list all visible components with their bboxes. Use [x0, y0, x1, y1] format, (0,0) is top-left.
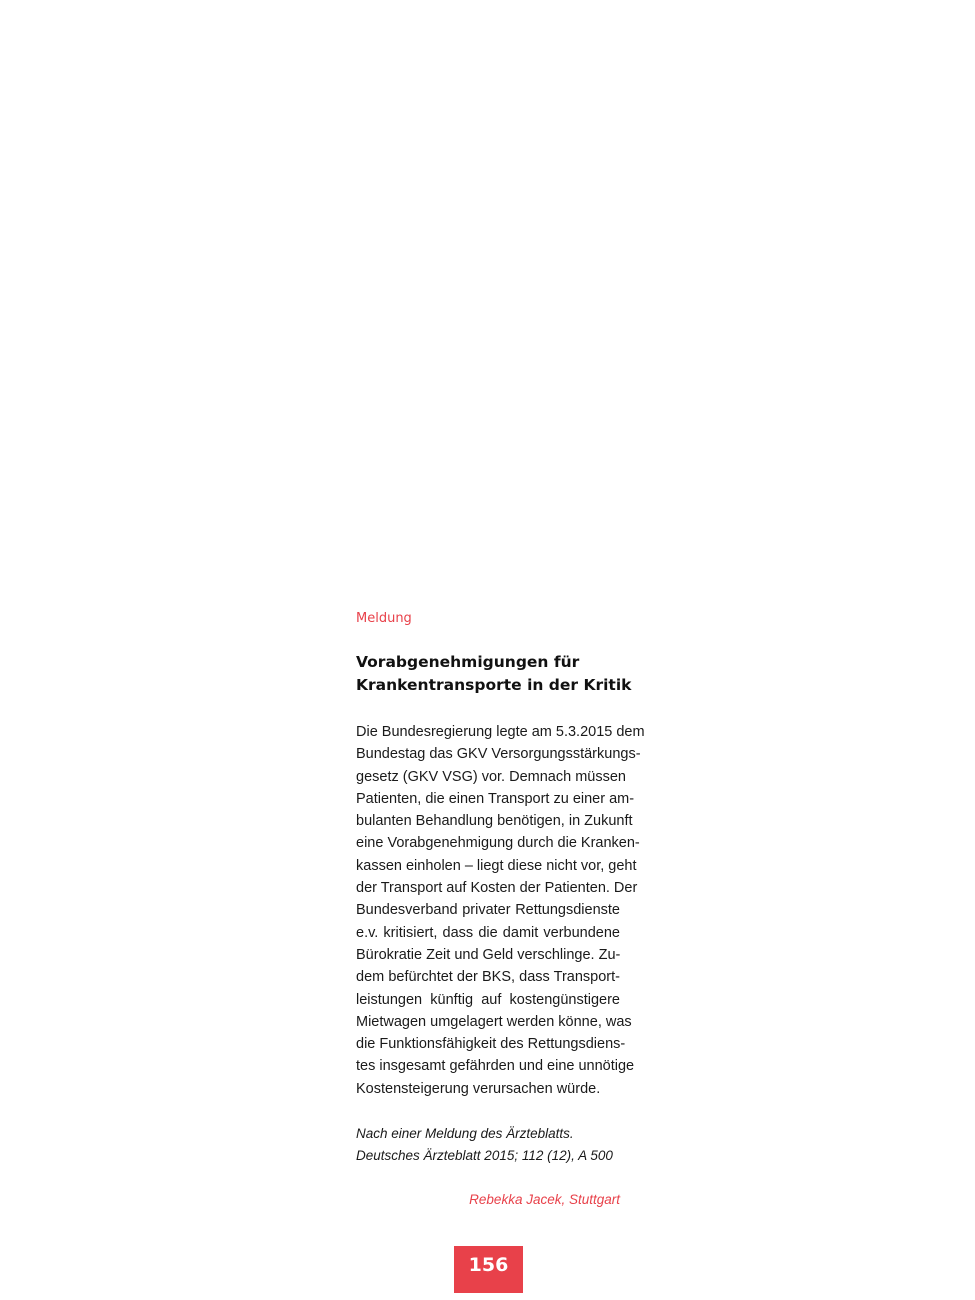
headline-line: Krankentransporte in der Kritik [356, 676, 632, 694]
body-line: Bundesverband privater Rettungsdienste [356, 902, 620, 919]
body-line: Patienten, die einen Transport zu einer am- [356, 790, 635, 807]
body-line: e.v. kritisiert, dass die damit verbundene [356, 924, 620, 941]
body-line: Mietwagen umgelagert werden könne, was [356, 1013, 632, 1030]
article-column [356, 606, 645, 1211]
source-line: Deutsches Ärzteblatt 2015; 112 (12), A 500 [356, 1148, 613, 1164]
body-line: leistungen künftig auf kostengünstigere [356, 991, 620, 1008]
body-line: gesetz (GKV VSG) vor. Demnach müssen [356, 768, 626, 785]
body-line: eine Vorabgenehmigung durch die Kranken- [356, 835, 640, 852]
body-line: der Transport auf Kosten der Patienten. Der [356, 880, 638, 897]
body-line: Kostensteigerung verursachen würde. [356, 1080, 601, 1097]
body-line: kassen einholen – liegt diese nicht vor, geht [356, 857, 637, 874]
article-headline [356, 651, 632, 697]
source-citation [356, 1123, 620, 1167]
category-label: Meldung [356, 611, 412, 626]
body-line: die Funktionsfähigkeit des Rettungsdiens- [356, 1036, 626, 1053]
headline-line: Vorabgenehmigungen für [356, 653, 580, 671]
article-body [356, 721, 645, 1100]
page-number-badge: 156 [454, 1246, 523, 1293]
body-line: dem befürchtet der BKS, dass Transport- [356, 969, 620, 986]
author-byline: Rebekka Jacek, Stuttgart [469, 1192, 620, 1208]
body-line: tes insgesamt gefährden und eine unnötige [356, 1058, 635, 1075]
body-line: Bundestag das GKV Versorgungsstärkungs- [356, 746, 641, 763]
body-line: Die Bundesregierung legte am 5.3.2015 dem [356, 724, 645, 740]
source-line: Nach einer Meldung des Ärzteblatts. [356, 1126, 574, 1142]
body-line: bulanten Behandlung benötigen, in Zukunft [356, 813, 633, 830]
body-line: Bürokratie Zeit und Geld verschlinge. Zu- [356, 946, 621, 963]
